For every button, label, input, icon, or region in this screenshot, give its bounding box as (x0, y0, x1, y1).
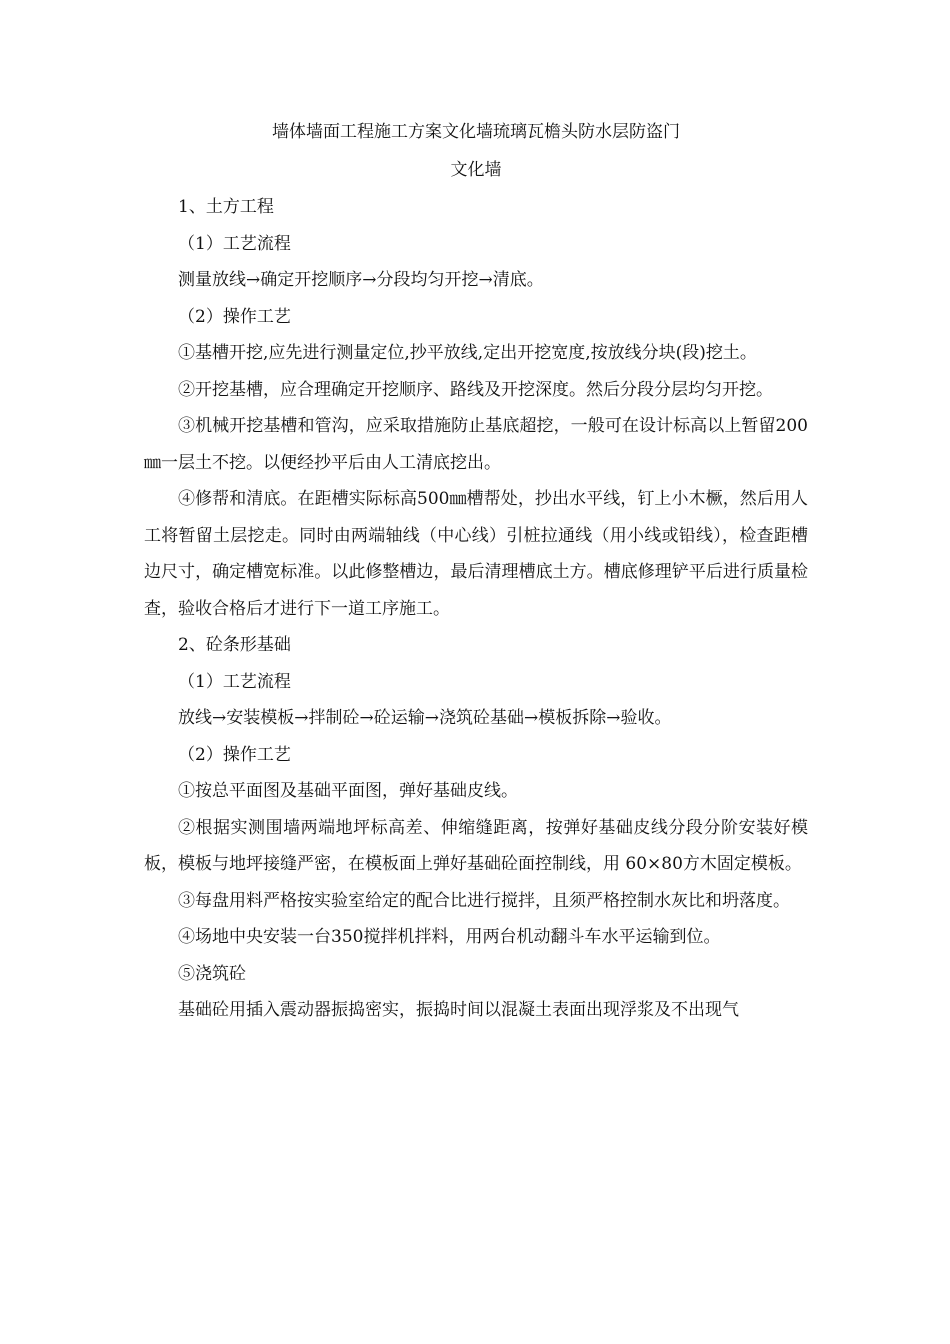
paragraph: ③机械开挖基槽和管沟，应采取措施防止基底超挖，一般可在设计标高以上暂留200㎜一层土不挖。以便经抄平后由人工清底挖出。 (144, 416, 808, 473)
section-heading-earthwork: 1、土方工程 (178, 197, 274, 217)
paragraph: ①按总平面图及基础平面图，弹好基础皮线。 (178, 781, 518, 801)
document-body (144, 113, 808, 1029)
paragraph: ⑤浇筑砼 (178, 963, 246, 984)
paragraph: ④场地中央安装一台350搅拌机拌料，用两台机动翻斗车水平运输到位。 (178, 927, 721, 947)
paragraph: ④修帮和清底。在距槽实际标高500㎜槽帮处，抄出水平线，钉上小木橛，然后用人工将暂留土层挖走。同时由两端轴线（中心线）引桩拉通线（用小线或铅线），检查距槽边尺寸，确定槽宽标准。以此修整槽边，最后清理槽底土方。槽底修理铲平后进行质量检查，验收合格后才进行下一道工序施工。 (144, 489, 808, 619)
paragraph: 放线→安装模板→拌制砼→砼运输→浇筑砼基础→模板拆除→验收。 (178, 708, 672, 728)
subsection-heading: （1）工艺流程 (178, 233, 291, 254)
subsection-heading: （2）操作工艺 (178, 744, 291, 765)
document-subtitle: 文化墙 (450, 160, 502, 180)
paragraph: ①基槽开挖,应先进行测量定位,抄平放线,定出开挖宽度,按放线分块(段)挖土。 (178, 343, 757, 363)
paragraph: 基础砼用插入震动器振捣密实，振捣时间以混凝土表面出现浮浆及不出现气 (178, 1000, 739, 1020)
subsection-heading: （2）操作工艺 (178, 306, 291, 327)
paragraph: 测量放线→确定开挖顺序→分段均匀开挖→清底。 (178, 270, 544, 290)
section-heading-foundation: 2、砼条形基础 (178, 635, 291, 655)
paragraph: ②根据实测围墙两端地坪标高差、伸缩缝距离，按弹好基础皮线分段分阶安装好模板，模板与地坪接缝严密，在模板面上弹好基础砼面控制线，用 60×80方木固定模板。 (144, 817, 808, 874)
paragraph: ②开挖基槽，应合理确定开挖顺序、路线及开挖深度。然后分段分层均匀开挖。 (178, 379, 773, 400)
subsection-heading: （1）工艺流程 (178, 671, 291, 692)
document-title: 墙体墙面工程施工方案文化墙琉璃瓦檐头防水层防盗门 (272, 122, 680, 142)
paragraph: ③每盘用料严格按实验室给定的配合比进行搅拌，且须严格控制水灰比和坍落度。 (178, 890, 790, 911)
